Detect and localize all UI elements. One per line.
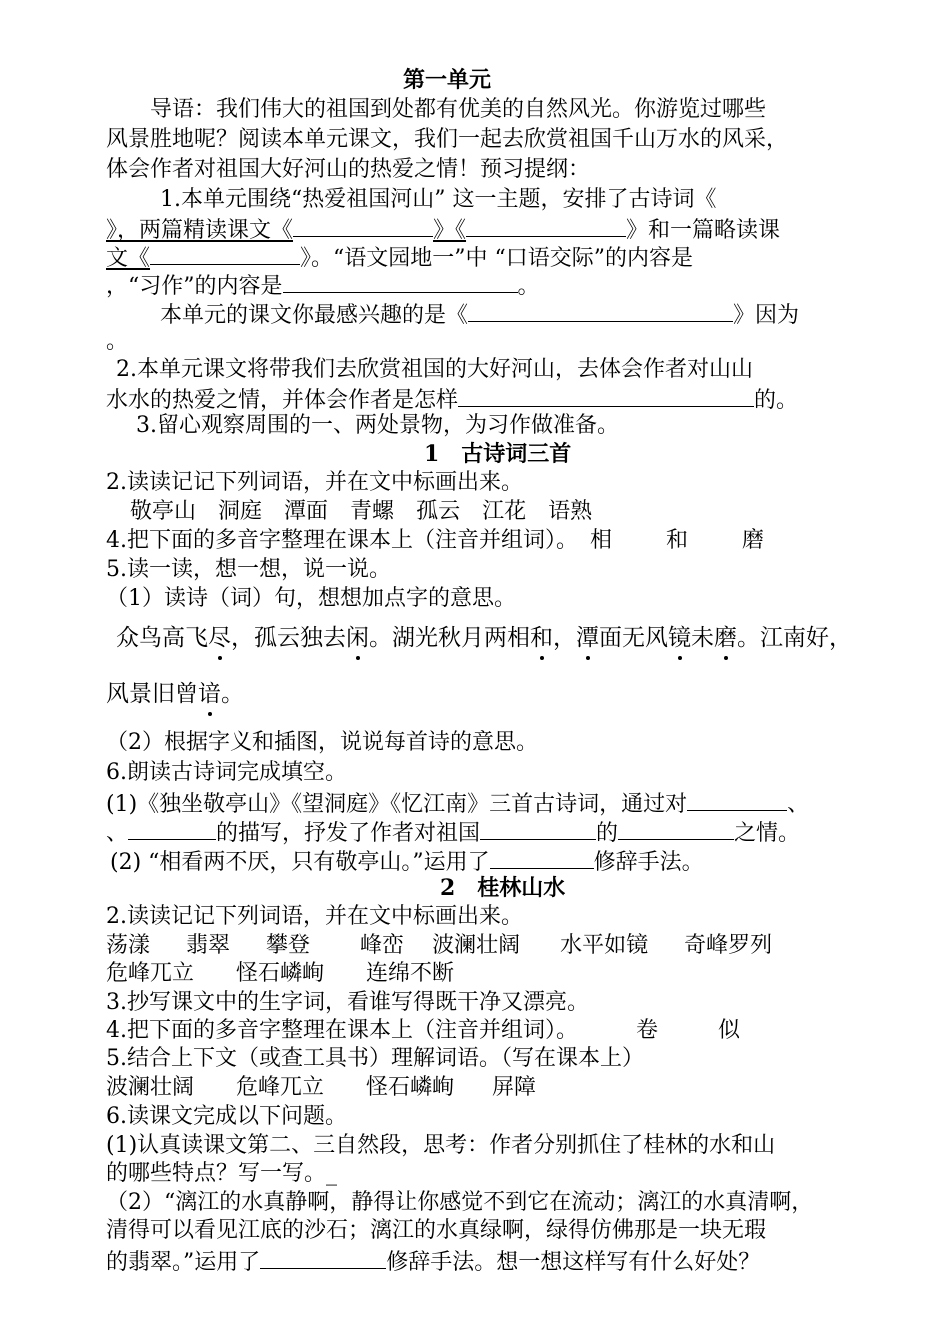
outline-text: 的。 xyxy=(754,388,799,413)
blank-line xyxy=(458,384,754,407)
dotted-char: 磨 xyxy=(714,625,737,651)
question-text: (1)《独坐敬亭山》《望洞庭》《忆江南》三首古诗词，通过对 xyxy=(106,792,688,817)
lesson-2-q6-1: (1)认真读课文第二、三自然段，思考：作者分别抓住了桂林的水和山 xyxy=(106,1133,776,1158)
poem-text: 面无风 xyxy=(599,625,668,651)
polyphone: 卷 xyxy=(636,1018,659,1043)
outline-item-1: 1.本单元围绕“热爱祖国河山” 这一主题，安排了古诗词《 xyxy=(160,187,717,212)
vocab-word: 危峰兀立 xyxy=(106,961,195,986)
question-text: (2) “相看两不厌，只有敬亭山。”运用了 xyxy=(110,850,490,875)
blank-line xyxy=(150,242,300,265)
question-text: 的 xyxy=(596,821,619,846)
outline-text: 》因为 xyxy=(733,303,800,328)
outline-text: 》和一篇略读课 xyxy=(626,218,781,243)
vocab-word: 洞庭 xyxy=(218,499,263,524)
poem-text: 风景旧曾 xyxy=(106,681,198,707)
lesson-2-q5-words xyxy=(106,1074,536,1102)
question-text: 修辞手法。想一想这样写有什么好处？ xyxy=(386,1250,761,1275)
vocab-word: 荡漾 xyxy=(106,933,151,958)
poem-text: 众鸟高飞 xyxy=(116,625,208,651)
outline-text: 》。“语文园地一”中 “口语交际”的内容是 xyxy=(300,246,693,271)
unit-title: 第一单元 xyxy=(403,67,492,93)
poem-text: 。 xyxy=(221,681,244,707)
blank-line xyxy=(468,299,733,322)
intro-line-3: 体会作者对祖国大好河山的热爱之情！预习提纲： xyxy=(106,157,591,182)
blank-line xyxy=(480,817,596,840)
outline-item-3: 3.留心观察周围的一、两处景物，为习作做准备。 xyxy=(136,413,619,438)
lesson-2-q6-1-line-2: 的哪些特点？写一写。_ xyxy=(106,1161,338,1186)
polyphone: 磨 xyxy=(742,528,765,553)
vocab-word: 潭面 xyxy=(284,499,329,524)
dotted-char: 潭 xyxy=(576,625,599,651)
interest-line xyxy=(160,299,799,330)
outline-text: 文《 xyxy=(106,246,151,271)
question-text: 、 xyxy=(106,821,129,846)
polyphone: 相 xyxy=(590,528,613,553)
vocab-word: 怪石嶙峋 xyxy=(236,961,325,986)
vocab-word: 攀登 xyxy=(266,933,311,958)
poem-text: 未 xyxy=(691,625,714,651)
outline-item-2-line-2 xyxy=(106,384,798,415)
question-text: 之情。 xyxy=(734,821,801,846)
lesson-2-word-list-2 xyxy=(106,960,454,988)
vocab-word: 水平如镜 xyxy=(560,933,649,958)
lesson-2-q6-2: （2）“漓江的水真静啊，静得让你感觉不到它在流动；漓江的水真清啊， xyxy=(106,1190,814,1215)
outline-item-1-line-3 xyxy=(106,242,693,273)
lesson-1-q5-1: （1）读诗（词）句，想想加点字的意思。 xyxy=(106,586,516,611)
outline-text: 》，两篇精读课文《 xyxy=(106,218,294,243)
lesson-2-q5: 5.结合上下文（或查工具书）理解词语。（写在课本上） xyxy=(106,1046,644,1071)
lesson-2-q3: 3.抄写课文中的生字词，看谁写得既干净又漂亮。 xyxy=(106,990,589,1015)
vocab-word: 怪石嶙峋 xyxy=(366,1075,455,1100)
blank-line xyxy=(618,817,734,840)
blank-line xyxy=(260,1246,386,1269)
lesson-1-q5: 5.读一读，想一想，说一说。 xyxy=(106,557,391,582)
vocab-word: 青螺 xyxy=(350,499,395,524)
polyphone: 和 xyxy=(666,528,689,553)
lesson-2-q6-2-line-3 xyxy=(106,1246,760,1277)
lesson-1-q4 xyxy=(106,527,764,555)
lesson-2-q6-2-line-2: 清得可以看见江底的沙石；漓江的水真绿啊，绿得仿佛那是一块无瑕 xyxy=(106,1218,767,1243)
outline-text: 水水的热爱之情，并体会作者是怎样 xyxy=(106,388,459,413)
outline-item-1-line-2 xyxy=(106,214,780,245)
lesson-1-q2: 2.读读记记下列词语，并在文中标画出来。 xyxy=(106,470,523,495)
blank-line xyxy=(687,788,787,811)
poem-line-2 xyxy=(106,680,244,708)
question-text: 的描写，抒发了作者对祖国 xyxy=(216,821,481,846)
vocab-word: 奇峰罗列 xyxy=(684,933,773,958)
dotted-char: 镜 xyxy=(668,625,691,651)
question-text: 修辞手法。 xyxy=(593,850,704,875)
vocab-word: 波澜壮阔 xyxy=(432,933,521,958)
vocab-word: 屏障 xyxy=(492,1075,537,1100)
poem-text: ，孤云独去 xyxy=(231,625,346,651)
outline-text: ，“习作”的内容是 xyxy=(106,274,283,299)
outline-text: 本单元的课文你最感兴趣的是《 xyxy=(160,303,469,328)
vocab-word: 孤云 xyxy=(416,499,461,524)
poem-text: ， xyxy=(553,625,576,651)
lesson-1-word-list xyxy=(130,498,592,526)
outline-item-1-line-4 xyxy=(106,270,540,301)
outline-text: 。 xyxy=(517,274,540,299)
interest-end: 。 xyxy=(106,329,129,354)
outline-text: 》《 xyxy=(433,218,467,243)
lesson-1-q6-2 xyxy=(110,846,704,877)
intro-line-2: 风景胜地呢？阅读本单元课文，我们一起去欣赏祖国千山万水的风采， xyxy=(106,127,789,152)
poem-text: 。江南好， xyxy=(737,625,852,651)
lesson-1-q6: 6.朗读古诗词完成填空。 xyxy=(106,760,347,785)
lesson-2-q6: 6.读课文完成以下问题。 xyxy=(106,1104,347,1129)
question-text: 、 xyxy=(787,792,810,817)
question-text: 4.把下面的多音字整理在课本上（注音并组词）。 xyxy=(106,528,578,553)
vocab-word: 翡翠 xyxy=(186,933,231,958)
dotted-char: 谙 xyxy=(198,681,221,707)
poem-text: 。湖光秋月两相 xyxy=(369,625,530,651)
intro-line-1: 导语：我们伟大的祖国到处都有优美的自然风光。你游览过哪些 xyxy=(150,97,767,122)
dotted-char: 尽 xyxy=(208,625,231,651)
poem-line-1 xyxy=(116,624,852,652)
polyphone: 似 xyxy=(718,1018,741,1043)
question-text: 4.把下面的多音字整理在课本上（注音并组词）。 xyxy=(106,1018,578,1043)
blank-line xyxy=(128,817,216,840)
lesson-1-q6-1-line-2 xyxy=(106,817,800,848)
vocab-word: 危峰兀立 xyxy=(236,1075,325,1100)
lesson-2-word-list-1 xyxy=(106,932,772,960)
lesson-1-title: 1 古诗词三首 xyxy=(424,441,572,467)
blank-line xyxy=(283,270,518,293)
lesson-2-title: 2 桂林山水 xyxy=(440,875,566,901)
vocab-word: 敬亭山 xyxy=(130,499,197,524)
question-text: 的翡翠。”运用了 xyxy=(106,1250,261,1275)
dotted-char: 和 xyxy=(530,625,553,651)
vocab-word: 语熟 xyxy=(548,499,593,524)
blank-line xyxy=(293,214,433,237)
blank-line xyxy=(490,846,594,869)
lesson-2-q4 xyxy=(106,1017,740,1045)
vocab-word: 峰峦 xyxy=(360,933,405,958)
outline-item-2: 2.本单元课文将带我们去欣赏祖国的大好河山，去体会作者对山山 xyxy=(116,357,753,382)
vocab-word: 连绵不断 xyxy=(366,961,455,986)
lesson-1-q5-2: （2）根据字义和插图，说说每首诗的意思。 xyxy=(106,730,538,755)
vocab-word: 江花 xyxy=(482,499,527,524)
blank-line xyxy=(466,214,626,237)
dotted-char: 闲 xyxy=(346,625,369,651)
lesson-1-q6-1 xyxy=(106,788,809,819)
lesson-2-q2: 2.读读记记下列词语，并在文中标画出来。 xyxy=(106,904,523,929)
vocab-word: 波澜壮阔 xyxy=(106,1075,195,1100)
